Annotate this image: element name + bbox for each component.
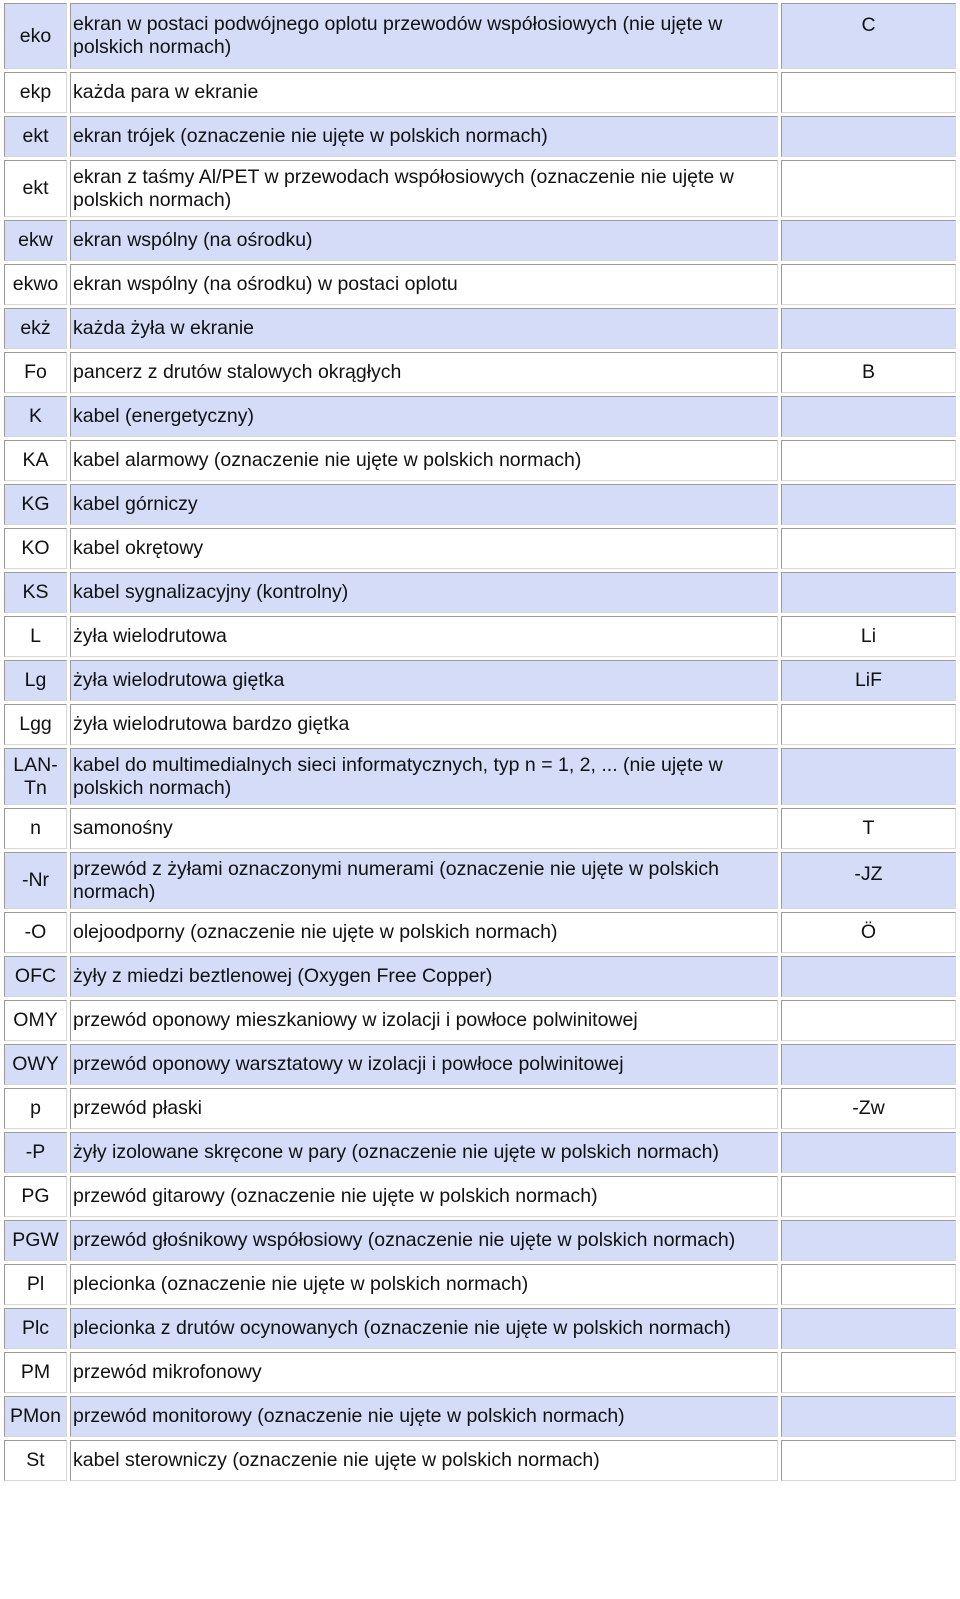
table-row <box>4 1220 956 1261</box>
equivalent-code-cell <box>781 160 956 217</box>
equivalent-code-cell <box>781 1044 956 1085</box>
table-row <box>4 956 956 997</box>
designation-code-cell: OFC <box>4 956 67 997</box>
equivalent-code-cell <box>781 956 956 997</box>
designation-description-cell: przewód mikrofonowy <box>70 1352 778 1393</box>
table-row <box>4 748 956 805</box>
table-row <box>4 1132 956 1173</box>
table-row <box>4 704 956 745</box>
designation-description-cell: przewód gitarowy (oznaczenie nie ujęte w polskich normach) <box>70 1176 778 1217</box>
table-row <box>4 1352 956 1393</box>
equivalent-code-cell <box>781 1396 956 1437</box>
designation-code-cell: -O <box>4 912 67 953</box>
table-row <box>4 1264 956 1305</box>
equivalent-code-cell: Li <box>781 616 956 657</box>
table-row <box>4 528 956 569</box>
equivalent-code-cell: C <box>781 3 956 69</box>
designation-description-cell: ekran trójek (oznaczenie nie ujęte w polskich normach) <box>70 116 778 157</box>
designation-description-cell: kabel do multimedialnych sieci informatycznych, typ n = 1, 2, ... (nie ujęte w polskich normach) <box>70 748 778 805</box>
equivalent-code-cell <box>781 572 956 613</box>
designation-description-cell: olejoodporny (oznaczenie nie ujęte w polskich normach) <box>70 912 778 953</box>
designation-code-cell: -Nr <box>4 852 67 909</box>
table-row <box>4 264 956 305</box>
table-row <box>4 1440 956 1481</box>
equivalent-code-cell <box>781 748 956 805</box>
designation-description-cell: kabel górniczy <box>70 484 778 525</box>
designation-code-cell: St <box>4 1440 67 1481</box>
table-row <box>4 116 956 157</box>
designation-description-cell: każda żyła w ekranie <box>70 308 778 349</box>
designation-code-cell: KG <box>4 484 67 525</box>
designation-code-cell: KA <box>4 440 67 481</box>
equivalent-code-cell <box>781 116 956 157</box>
designation-code-cell: n <box>4 808 67 849</box>
designation-code-cell: ekw <box>4 220 67 261</box>
designation-description-cell: przewód płaski <box>70 1088 778 1129</box>
designation-code-cell: PGW <box>4 1220 67 1261</box>
designation-code-cell: Lgg <box>4 704 67 745</box>
designation-description-cell: żyła wielodrutowa bardzo giętka <box>70 704 778 745</box>
table-row <box>4 308 956 349</box>
equivalent-code-cell <box>781 308 956 349</box>
table-row <box>4 660 956 701</box>
designation-code-cell: ekt <box>4 116 67 157</box>
designation-description-cell: ekran z taśmy Al/PET w przewodach współosiowych (oznaczenie nie ujęte w polskich normach) <box>70 160 778 217</box>
designation-code-cell: p <box>4 1088 67 1129</box>
equivalent-code-cell <box>781 440 956 481</box>
equivalent-code-cell <box>781 1440 956 1481</box>
equivalent-code-cell: T <box>781 808 956 849</box>
designation-code-cell: Lg <box>4 660 67 701</box>
table-row <box>4 3 956 69</box>
designation-description-cell: przewód monitorowy (oznaczenie nie ujęte w polskich normach) <box>70 1396 778 1437</box>
designation-description-cell: ekran wspólny (na ośrodku) <box>70 220 778 261</box>
designation-code-cell: ekż <box>4 308 67 349</box>
equivalent-code-cell: -Zw <box>781 1088 956 1129</box>
designation-code-cell: ekt <box>4 160 67 217</box>
designation-description-cell: żyły z miedzi beztlenowej (Oxygen Free Copper) <box>70 956 778 997</box>
table-row <box>4 72 956 113</box>
designation-description-cell: pancerz z drutów stalowych okrągłych <box>70 352 778 393</box>
designation-code-cell: K <box>4 396 67 437</box>
designation-code-cell: ekwo <box>4 264 67 305</box>
equivalent-code-cell <box>781 1220 956 1261</box>
table-row <box>4 572 956 613</box>
equivalent-code-cell: -JZ <box>781 852 956 909</box>
designation-code-cell: Pl <box>4 1264 67 1305</box>
equivalent-code-cell <box>781 704 956 745</box>
table-row <box>4 1308 956 1349</box>
table-row <box>4 1176 956 1217</box>
table-row <box>4 1000 956 1041</box>
designation-code-cell: OMY <box>4 1000 67 1041</box>
table-row <box>4 160 956 217</box>
table-row <box>4 852 956 909</box>
designation-code-cell: LAN-Tn <box>4 748 67 805</box>
designation-description-cell: przewód oponowy warsztatowy w izolacji i powłoce polwinitowej <box>70 1044 778 1085</box>
designation-description-cell: żyła wielodrutowa giętka <box>70 660 778 701</box>
designation-code-cell: KO <box>4 528 67 569</box>
equivalent-code-cell: B <box>781 352 956 393</box>
equivalent-code-cell <box>781 1176 956 1217</box>
designation-code-cell: OWY <box>4 1044 67 1085</box>
equivalent-code-cell <box>781 220 956 261</box>
designation-description-cell: plecionka (oznaczenie nie ujęte w polskich normach) <box>70 1264 778 1305</box>
equivalent-code-cell <box>781 72 956 113</box>
designation-code-cell: L <box>4 616 67 657</box>
designation-code-cell: -P <box>4 1132 67 1173</box>
designation-description-cell: kabel okrętowy <box>70 528 778 569</box>
designation-description-cell: żyła wielodrutowa <box>70 616 778 657</box>
equivalent-code-cell <box>781 1308 956 1349</box>
table-row <box>4 352 956 393</box>
table-body <box>4 3 956 1481</box>
equivalent-code-cell <box>781 1132 956 1173</box>
designation-code-cell: KS <box>4 572 67 613</box>
table-row <box>4 1396 956 1437</box>
table-row <box>4 440 956 481</box>
designation-description-cell: kabel sterowniczy (oznaczenie nie ujęte w polskich normach) <box>70 1440 778 1481</box>
table-row <box>4 616 956 657</box>
cable-designation-table <box>1 0 959 1484</box>
equivalent-code-cell <box>781 1264 956 1305</box>
equivalent-code-cell <box>781 264 956 305</box>
table-row <box>4 1088 956 1129</box>
equivalent-code-cell <box>781 484 956 525</box>
designation-code-cell: Fo <box>4 352 67 393</box>
table-row <box>4 1044 956 1085</box>
designation-description-cell: ekran wspólny (na ośrodku) w postaci oplotu <box>70 264 778 305</box>
designation-description-cell: kabel (energetyczny) <box>70 396 778 437</box>
table-row <box>4 808 956 849</box>
designation-code-cell: Plc <box>4 1308 67 1349</box>
equivalent-code-cell: LiF <box>781 660 956 701</box>
equivalent-code-cell <box>781 528 956 569</box>
table-row <box>4 220 956 261</box>
equivalent-code-cell <box>781 1352 956 1393</box>
designation-description-cell: każda para w ekranie <box>70 72 778 113</box>
designation-code-cell: PM <box>4 1352 67 1393</box>
table-row <box>4 396 956 437</box>
equivalent-code-cell: Ö <box>781 912 956 953</box>
table-row <box>4 484 956 525</box>
designation-code-cell: eko <box>4 3 67 69</box>
designation-description-cell: samonośny <box>70 808 778 849</box>
designation-description-cell: przewód oponowy mieszkaniowy w izolacji i powłoce polwinitowej <box>70 1000 778 1041</box>
designation-description-cell: przewód głośnikowy współosiowy (oznaczenie nie ujęte w polskich normach) <box>70 1220 778 1261</box>
designation-code-cell: PMon <box>4 1396 67 1437</box>
designation-description-cell: kabel sygnalizacyjny (kontrolny) <box>70 572 778 613</box>
designation-code-cell: PG <box>4 1176 67 1217</box>
designation-description-cell: plecionka z drutów ocynowanych (oznaczenie nie ujęte w polskich normach) <box>70 1308 778 1349</box>
designation-description-cell: przewód z żyłami oznaczonymi numerami (oznaczenie nie ujęte w polskich normach) <box>70 852 778 909</box>
designation-description-cell: kabel alarmowy (oznaczenie nie ujęte w polskich normach) <box>70 440 778 481</box>
equivalent-code-cell <box>781 396 956 437</box>
designation-description-cell: żyły izolowane skręcone w pary (oznaczenie nie ujęte w polskich normach) <box>70 1132 778 1173</box>
table-row <box>4 912 956 953</box>
designation-code-cell: ekp <box>4 72 67 113</box>
designation-description-cell: ekran w postaci podwójnego oplotu przewodów współosiowych (nie ujęte w polskich normach) <box>70 3 778 69</box>
equivalent-code-cell <box>781 1000 956 1041</box>
